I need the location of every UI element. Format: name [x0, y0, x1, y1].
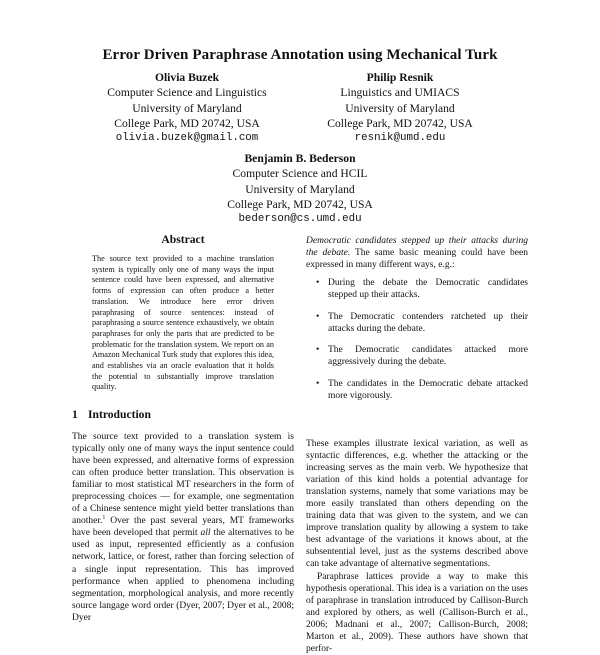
section-heading: [72, 408, 151, 421]
author-block: [92, 70, 282, 146]
right-column-top: [306, 235, 528, 412]
section-title: Introduction: [88, 408, 151, 421]
author-department: Linguistics and UMIACS: [340, 86, 460, 100]
list-item-text: The Democratic candidates attacked more aggressively during the debate.: [328, 345, 528, 368]
paraphrase-list: [306, 277, 528, 402]
body-paragraph: Paraphrase lattices provide a way to make this hypothesis operational. This idea is a variation on the uses of paraphrase in translation introduced by Callison-Burch and explored by others, as well (Callison-Burch et al., 2006; Madnani et al., 2007; Callison-Burch, 2008; Marton et al., 2009). These authors have shown that perfor-: [306, 571, 528, 654]
author-name: Olivia Buzek: [154, 71, 220, 84]
author-email[interactable]: resnik@umd.edu: [354, 132, 446, 145]
author-department: Computer Science and HCIL: [232, 167, 368, 181]
bullet-icon: •: [316, 345, 320, 356]
author-university: University of Maryland: [245, 182, 355, 196]
body-paragraph: These examples illustrate lexical variation, as well as syntactic differences, e.g. whether the attacking or the increasing serves as the main verb. We hypothesize that variation of this kind holds a potential advantage for translation systems, namely that some variations may be more easily translated than others depending on the training data that was given to the system, and we can improve translation quality by allowing a system to take best advantage of the variations it knows about, at the subsentential level, just as the systems described above can take advantage of alternative segmentations.: [306, 439, 528, 570]
author-department: Computer Science and Linguistics: [107, 86, 267, 100]
bullet-icon: •: [316, 311, 320, 322]
author-address: College Park, MD 20742, USA: [227, 197, 373, 211]
author-email[interactable]: bederson@cs.umd.edu: [238, 213, 362, 226]
author-university: University of Maryland: [345, 101, 455, 115]
list-item-text: During the debate the Democratic candidates stepped up their attacks.: [328, 278, 528, 301]
list-item: [306, 277, 528, 301]
author-email[interactable]: olivia.buzek@gmail.com: [115, 132, 259, 145]
intro-text: Over the past several years, MT frameworks have been developed that permit: [72, 516, 294, 539]
intro-text: The source text provided to a translation system is typically only one of many ways the input sentence could have been expressed, and alternative forms of expression can often produce better translation. This observation is familiar to most statistical MT researchers in the form of preprocessing choices — for example, one segmentation of a Chinese sentence might yield better translations than another.: [72, 432, 294, 527]
bullet-icon: •: [316, 278, 320, 289]
example-paragraph: [306, 235, 528, 271]
bullet-icon: •: [316, 378, 320, 389]
right-column-bottom: [306, 438, 528, 655]
author-block: [195, 151, 405, 227]
author-name: Philip Resnik: [366, 71, 434, 84]
list-item-text: The candidates in the Democratic debate attacked more vigorously.: [328, 378, 528, 401]
example-lead: The same basic meaning could have been expressed in many different ways, e.g.:: [306, 248, 528, 271]
list-item: [306, 311, 528, 335]
list-item: [306, 378, 528, 402]
paper-title: Error Driven Paraphrase Annotation using Mechanical Turk: [102, 47, 498, 63]
abstract-text: The source text provided to a machine translation system is typically only one of many ways the input sentence could have been expressed, and alternative forms of expression can often produce a better translation. We introduce here error driven paraphrasing of source sentences: instead of paraphrasing a source sentence exhaustively, we obtain paraphrases for only the parts that are predicted to be problematic for the translation system. We report on an Amazon Mechanical Turk study that explores this idea, and establishes via an oracle evaluation that it holds the potential to substantially improve translation quality.: [92, 254, 274, 392]
footnote-marker: 1: [102, 515, 106, 522]
author-university: University of Maryland: [132, 101, 242, 115]
example-sentence: Democratic candidates stepped up their attacks during the debate.: [306, 236, 528, 259]
intro-text: the alternatives to be used as input, represented efficiently as a confusion network, lattice, or forest, rather than forcing selection of a single input representation. This has improved performance when applied to phenomena including segmentation, morphological analysis, and more recently source langage word order (Dyer, 2007; Dyer et al., 2008; Dyer: [72, 528, 294, 623]
emphasis-text: all: [200, 528, 211, 539]
list-item: [306, 344, 528, 368]
intro-column: [72, 431, 294, 624]
intro-paragraph: [72, 431, 294, 624]
section-number: 1: [72, 408, 78, 421]
author-address: College Park, MD 20742, USA: [114, 116, 260, 130]
abstract-heading: Abstract: [161, 233, 205, 246]
author-name: Benjamin B. Bederson: [244, 152, 356, 165]
author-address: College Park, MD 20742, USA: [327, 116, 473, 130]
list-item-text: The Democratic contenders ratcheted up their attacks during the debate.: [328, 311, 528, 334]
author-block: [305, 70, 495, 146]
